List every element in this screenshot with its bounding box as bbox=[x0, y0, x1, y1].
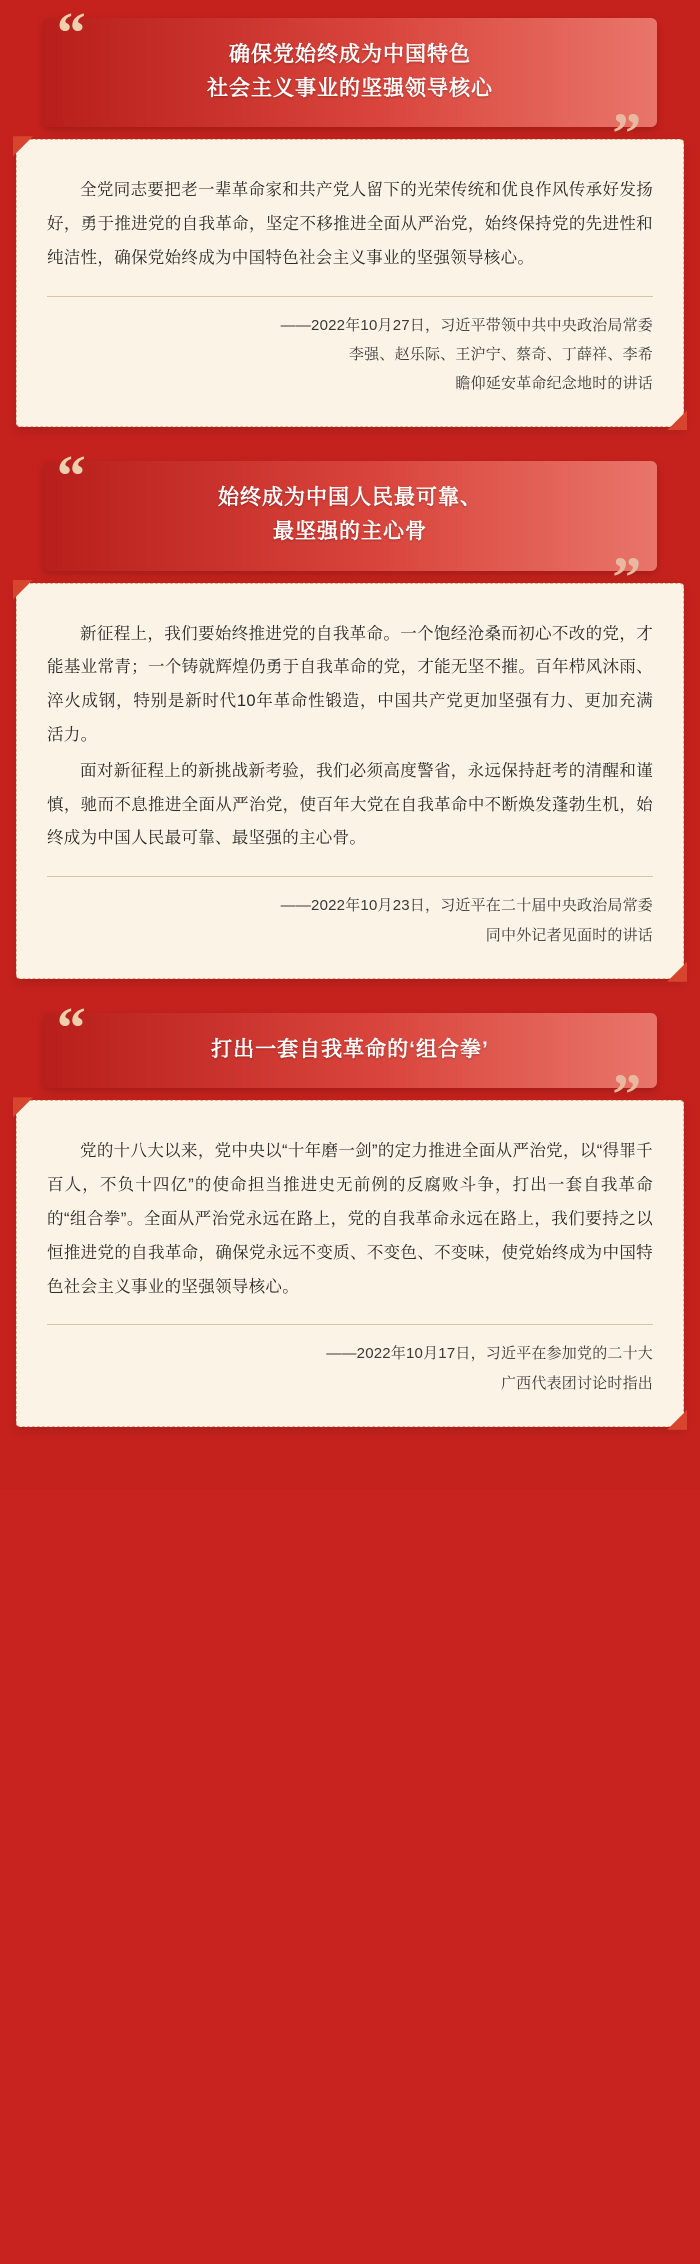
card-body bbox=[16, 139, 684, 427]
card-body-wrap bbox=[16, 121, 684, 427]
card-paragraph: 全党同志要把老一辈革命家和共产党人留下的光荣传统和优良作风传承好发扬好，勇于推进党的自我革命，坚定不移推进全面从严治党，始终保持党的先进性和纯洁性，确保党始终成为中国特色社会主义事业的坚强领导核心。 bbox=[47, 181, 653, 267]
card-body-wrap bbox=[16, 1082, 684, 1427]
quote-open-icon: “ bbox=[56, 443, 86, 509]
card-banner bbox=[43, 994, 658, 1128]
quote-card bbox=[16, 994, 684, 1427]
source-line: ——2022年10月17日，习近平在参加党的二十大 bbox=[326, 1345, 653, 1363]
card-body bbox=[16, 583, 684, 979]
card-paragraph: 面对新征程上的新挑战新考验，我们必须高度警省，永远保持赶考的清醒和谨慎，驰而不息推进全面从严治党，使百年大党在自我革命中不断焕发蓬勃生机，始终成为中国人民最可靠、最坚强的主心骨。 bbox=[47, 761, 653, 848]
quote-open-icon: “ bbox=[56, 994, 86, 1060]
card-source bbox=[47, 1339, 653, 1398]
source-line: 瞻仰延安革命纪念地时的讲话 bbox=[455, 375, 653, 393]
quote-close-icon: ” bbox=[612, 544, 642, 610]
card-body bbox=[16, 1100, 684, 1427]
card-title bbox=[69, 38, 632, 105]
quote-card bbox=[16, 443, 684, 978]
corner-accent-bottom-right bbox=[667, 410, 687, 430]
divider bbox=[47, 1324, 653, 1325]
source-line: 李强、赵乐际、王沪宁、蔡奇、丁薛祥、李希 bbox=[348, 345, 653, 363]
divider bbox=[47, 876, 653, 877]
source-line: ——2022年10月27日，习近平带领中共中央政治局常委 bbox=[280, 316, 653, 334]
card-source bbox=[47, 891, 653, 950]
card-source bbox=[47, 311, 653, 399]
quote-close-icon: ” bbox=[612, 1062, 642, 1128]
card-paragraph: 党的十八大以来，党中央以“十年磨一剑”的定力推进全面从严治党，以“得罪千百人，不负十四亿”的使命担当推进史无前例的反腐败斗争，打出一套自我革命的“组合拳”。全面从严治党永远在路上，党的自我革命永远在路上，我们要持之以恒推进党的自我革命，确保党永远不变质、不变色、不变味，使党始终成为中国特色社会主义事业的坚强领导核心。 bbox=[47, 1142, 653, 1296]
quote-open-icon: “ bbox=[56, 0, 86, 65]
divider bbox=[47, 296, 653, 297]
source-line: 同中外记者见面时的讲话 bbox=[485, 926, 653, 944]
corner-accent-top-left bbox=[13, 580, 33, 600]
card-banner bbox=[43, 443, 658, 610]
card-title bbox=[69, 1033, 632, 1067]
card-banner bbox=[43, 0, 658, 167]
corner-accent-top-left bbox=[13, 136, 33, 156]
card-title-line: 始终成为中国人民最可靠、 bbox=[217, 486, 482, 510]
card-paragraph: 新征程上，我们要始终推进党的自我革命。一个饱经沧桑而初心不改的党，才能基业常青；一个铸就辉煌仍勇于自我革命的党，才能无坚不摧。百年栉风沐雨、淬火成钢，特别是新时代10年革命性锻造，中国共产党更加坚强有力、更加充满活力。 bbox=[47, 624, 653, 744]
card-body-wrap bbox=[16, 565, 684, 979]
corner-accent-bottom-right bbox=[667, 962, 687, 982]
quote-card bbox=[16, 0, 684, 427]
card-title-line: 最坚强的主心骨 bbox=[272, 519, 427, 543]
card-title-line: 确保党始终成为中国特色 bbox=[228, 43, 471, 66]
corner-accent-top-left bbox=[13, 1097, 33, 1117]
source-line: ——2022年10月23日，习近平在二十届中央政治局常委 bbox=[280, 897, 653, 915]
card-title bbox=[69, 481, 632, 548]
quote-close-icon: ” bbox=[612, 101, 642, 167]
corner-accent-bottom-right bbox=[667, 1410, 687, 1430]
card-title-line: 社会主义事业的坚强领导核心 bbox=[206, 76, 493, 100]
card-title-line: 打出一套自我革命的‘组合拳’ bbox=[211, 1037, 489, 1061]
source-line: 广西代表团讨论时指出 bbox=[500, 1374, 653, 1392]
